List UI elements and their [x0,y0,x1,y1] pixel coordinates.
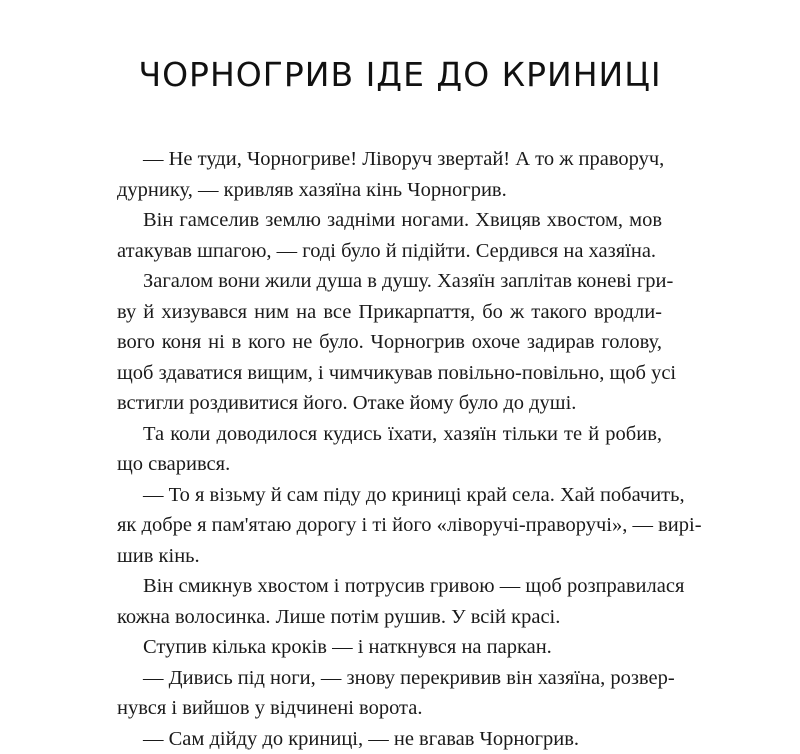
text-line: що сварився. [117,449,662,480]
text-line: Він гамселив землю задніми ногами. Хвицяв хвостом, мов [117,205,662,236]
text-line: щоб здаватися вищим, і чимчикував повільно-повільно, щоб усі [117,358,662,389]
story-text [117,144,662,754]
text-line: атакував шпагою, — годі було й підійти. Сердився на хазяїна. [117,236,662,267]
chapter-title: ЧОРНОГРИВ ІДЕ ДО КРИНИЦІ [0,55,800,94]
text-line: як добре я пам'ятаю дорогу і ті його «ліворучі-праворучі», — вирі- [117,510,662,541]
text-line: Він смикнув хвостом і потрусив гривою — щоб розправилася [117,571,662,602]
text-line: шив кінь. [117,541,662,572]
text-line: — Сам дійду до криниці, — не вгавав Чорногрив. [117,724,662,754]
text-line: — То я візьму й сам піду до криниці край села. Хай побачить, [117,480,662,511]
text-line: Загалом вони жили душа в душу. Хазяїн заплітав коневі гри- [117,266,662,297]
text-line: Ступив кілька кроків — і наткнувся на паркан. [117,632,662,663]
text-line: — Дивись під ноги, — знову перекривив він хазяїна, розвер- [117,663,662,694]
text-line: кожна волосинка. Лише потім рушив. У всій красі. [117,602,662,633]
text-line: Та коли доводилося кудись їхати, хазяїн тільки те й робив, [117,419,662,450]
text-line: встигли роздивитися його. Отаке йому було до душі. [117,388,662,419]
text-line: — Не туди, Чорногриве! Ліворуч звертай! А то ж праворуч, [117,144,662,175]
text-line: дурнику, — кривляв хазяїна кінь Чорногрив. [117,175,662,206]
text-line: нувся і вийшов у відчинені ворота. [117,693,662,724]
text-line: ву й хизувався ним на все Прикарпаття, бо ж такого вродли- [117,297,662,328]
text-line: вого коня ні в кого не було. Чорногрив охоче задирав голову, [117,327,662,358]
